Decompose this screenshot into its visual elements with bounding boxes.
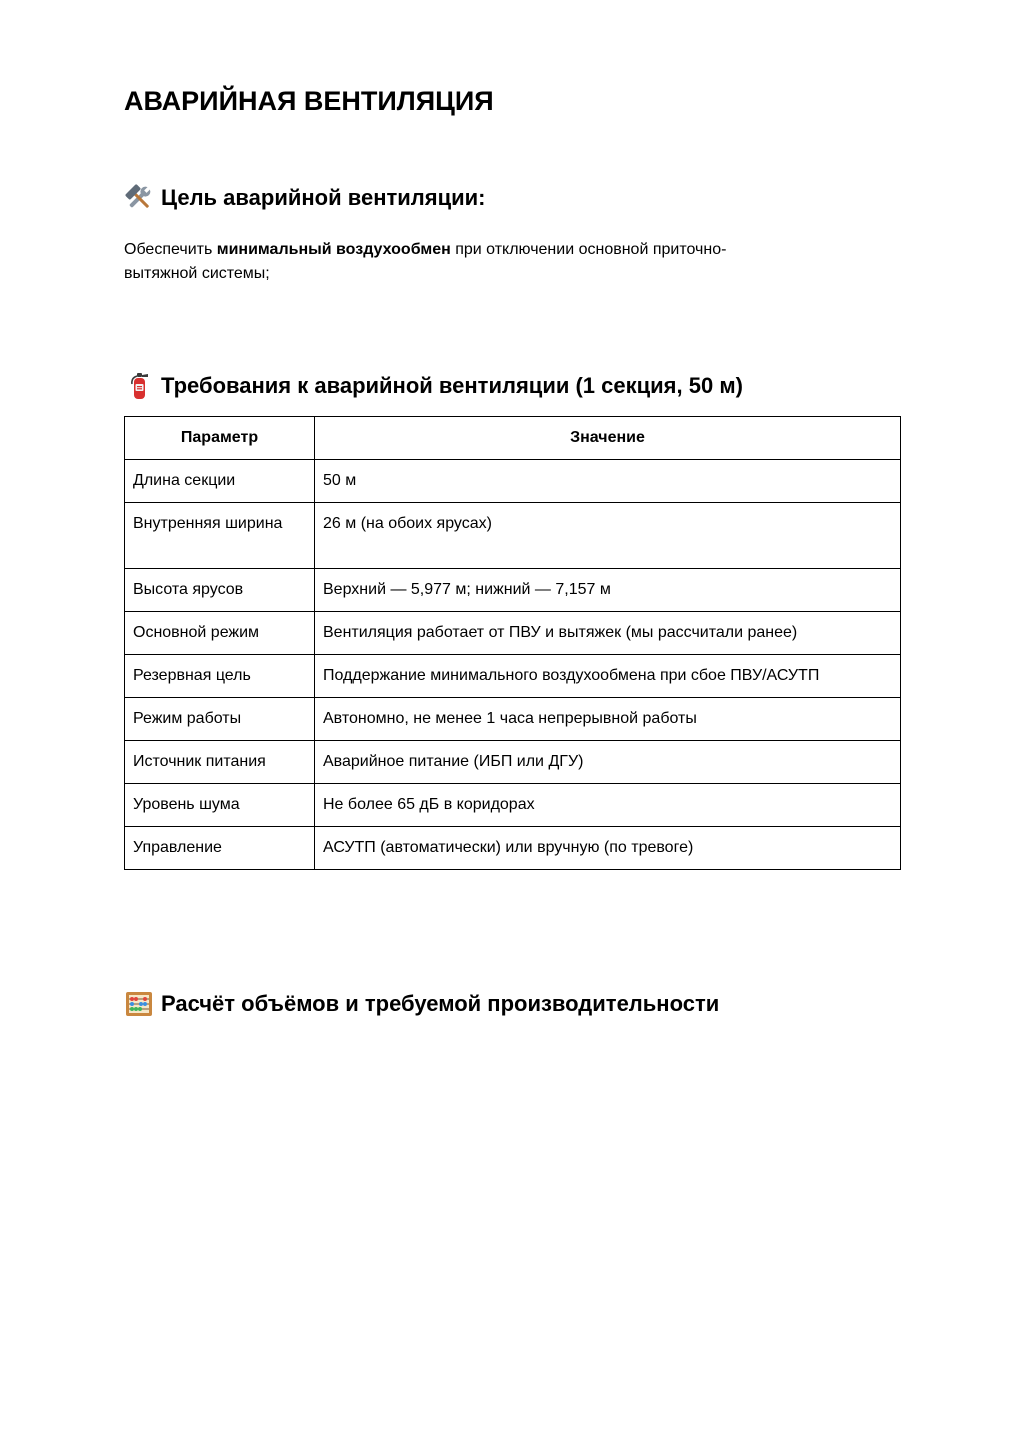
table-cell-parameter: Внутренняя ширина	[125, 503, 315, 569]
table-header-parameter: Параметр	[125, 417, 315, 460]
table-row	[125, 612, 901, 655]
table-cell-parameter: Режим работы	[125, 698, 315, 741]
table-cell-value: Вентиляция работает от ПВУ и вытяжек (мы рассчитали ранее)	[315, 612, 901, 655]
goal-text-bold: минимальный воздухообмен	[216, 241, 451, 258]
page-title: АВАРИЙНАЯ ВЕНТИЛЯЦИЯ	[124, 86, 494, 116]
abacus-icon	[124, 990, 154, 1018]
table-cell-value: 50 м	[315, 460, 901, 503]
goal-text-before: Обеспечить	[124, 241, 217, 258]
table-row	[125, 698, 901, 741]
table-row	[125, 741, 901, 784]
table-header-row	[125, 417, 901, 460]
table-cell-value: АСУТП (автоматически) или вручную (по тревоге)	[315, 827, 901, 870]
section-heading-requirements-text: Требования к аварийной вентиляции (1 секция, 50 м)	[161, 373, 743, 398]
table-cell-value: Автономно, не менее 1 часа непрерывной работы	[315, 698, 901, 741]
table-row	[125, 784, 901, 827]
fire-extinguisher-icon	[124, 372, 154, 400]
table-cell-parameter: Уровень шума	[125, 784, 315, 827]
hammer-and-wrench-icon	[124, 184, 154, 212]
goal-text-after: при отключении основной приточно-вытяжной системы;	[124, 241, 727, 282]
table-row	[125, 827, 901, 870]
section-heading-requirements	[124, 372, 743, 400]
table-row	[125, 503, 901, 569]
requirements-table	[124, 416, 901, 870]
section-heading-goal-text: Цель аварийной вентиляции:	[161, 185, 486, 210]
table-cell-value: Верхний — 5,977 м; нижний — 7,157 м	[315, 569, 901, 612]
table-cell-parameter: Основной режим	[125, 612, 315, 655]
table-row	[125, 569, 901, 612]
section-heading-goal	[124, 184, 486, 212]
table-cell-parameter: Источник питания	[125, 741, 315, 784]
table-cell-parameter: Резервная цель	[125, 655, 315, 698]
table-cell-parameter: Длина секции	[125, 460, 315, 503]
table-cell-parameter: Высота ярусов	[125, 569, 315, 612]
table-header-value: Значение	[315, 417, 901, 460]
table-cell-parameter: Управление	[125, 827, 315, 870]
goal-paragraph	[124, 238, 764, 286]
table-cell-value: Аварийное питание (ИБП или ДГУ)	[315, 741, 901, 784]
table-row	[125, 655, 901, 698]
table-row	[125, 460, 901, 503]
table-cell-value: 26 м (на обоих ярусах)	[315, 503, 901, 569]
table-cell-value: Не более 65 дБ в коридорах	[315, 784, 901, 827]
section-heading-calculation	[124, 990, 719, 1018]
table-cell-value: Поддержание минимального воздухообмена при сбое ПВУ/АСУТП	[315, 655, 901, 698]
section-heading-calculation-text: Расчёт объёмов и требуемой производительности	[161, 991, 720, 1016]
